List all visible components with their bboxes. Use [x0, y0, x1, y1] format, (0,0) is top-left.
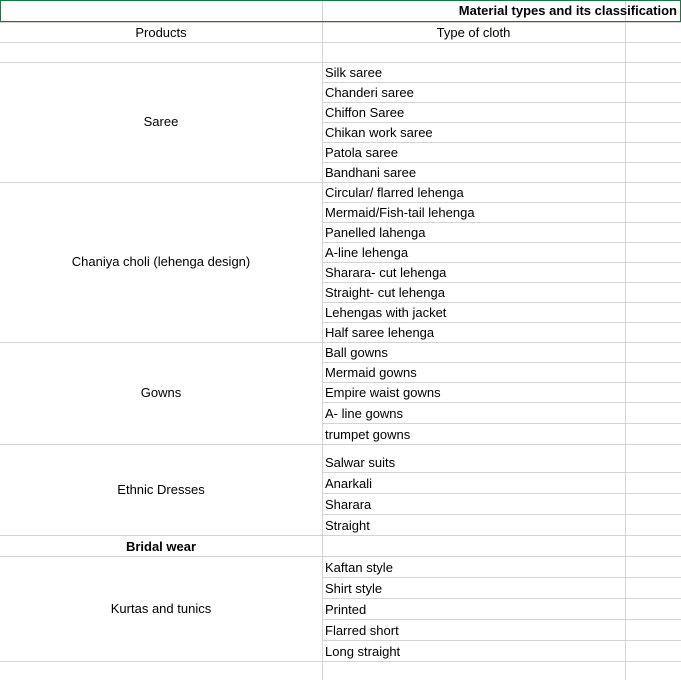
cloth-item: Straight- cut lehenga — [325, 285, 445, 300]
cloth-item: Bandhani saree — [325, 165, 417, 180]
cloth-item: Sharara- cut lehenga — [325, 265, 447, 280]
row-divider — [322, 640, 681, 641]
row-divider — [322, 472, 681, 473]
row-divider — [322, 493, 681, 494]
product-bridal-wear: Bridal wear — [125, 539, 197, 554]
row-divider — [322, 282, 681, 283]
row-divider — [0, 661, 681, 662]
cloth-item: Salwar suits — [325, 455, 396, 470]
row-divider — [0, 42, 681, 43]
cloth-item: Chiffon Saree — [325, 105, 405, 120]
row-divider — [322, 382, 681, 383]
row-divider — [0, 182, 681, 183]
cloth-item: Mermaid gowns — [325, 365, 417, 380]
cloth-item: Lehengas with jacket — [325, 305, 447, 320]
header-products: Products — [135, 25, 187, 40]
row-divider — [322, 514, 681, 515]
row-divider — [0, 342, 681, 343]
cloth-item: Panelled lahenga — [325, 225, 426, 240]
cloth-item: Silk saree — [325, 65, 383, 80]
product-saree: Saree — [143, 114, 179, 129]
row-divider — [322, 102, 681, 103]
cloth-item: Chanderi saree — [325, 85, 414, 100]
cloth-item: trumpet gowns — [325, 427, 411, 442]
cloth-item: A-line lehenga — [325, 245, 409, 260]
row-divider — [322, 619, 681, 620]
product-chaniya-choli: Chaniya choli (lehenga design) — [71, 254, 251, 269]
cloth-item: Sharara — [325, 497, 372, 512]
row-divider — [322, 202, 681, 203]
cloth-item: Circular/ flarred lehenga — [325, 185, 464, 200]
cloth-item: Empire waist gowns — [325, 385, 441, 400]
row-divider — [322, 142, 681, 143]
cloth-item: Patola saree — [325, 145, 398, 160]
cloth-item: Half saree lehenga — [325, 325, 435, 340]
cloth-item: Kaftan style — [325, 560, 393, 575]
row-divider — [322, 222, 681, 223]
cloth-item: Flarred short — [325, 623, 399, 638]
row-divider — [322, 122, 681, 123]
row-divider — [322, 82, 681, 83]
row-divider — [322, 577, 681, 578]
product-ethnic-dresses: Ethnic Dresses — [117, 482, 205, 497]
row-divider — [0, 444, 681, 445]
row-divider — [0, 22, 681, 23]
row-divider — [322, 162, 681, 163]
row-divider — [322, 598, 681, 599]
cloth-item: Printed — [325, 602, 367, 617]
cloth-item: Straight — [325, 518, 370, 533]
row-divider — [322, 423, 681, 424]
row-divider — [322, 402, 681, 403]
row-divider — [322, 262, 681, 263]
product-kurtas-and-tunics: Kurtas and tunics — [110, 601, 212, 616]
cloth-item: Shirt style — [325, 581, 383, 596]
row-divider — [322, 362, 681, 363]
row-divider — [322, 322, 681, 323]
cloth-item: A- line gowns — [325, 406, 404, 421]
header-type-of-cloth: Type of cloth — [436, 25, 511, 40]
cloth-item: Anarkali — [325, 476, 372, 491]
cloth-item: Chikan work saree — [325, 125, 433, 140]
row-divider — [0, 535, 681, 536]
sheet-title: Material types and its classification — [458, 3, 677, 18]
cloth-item: Ball gowns — [325, 345, 388, 360]
cloth-item: Long straight — [325, 644, 401, 659]
row-divider — [322, 302, 681, 303]
cloth-item: Mermaid/Fish-tail lehenga — [325, 205, 475, 220]
row-divider — [322, 242, 681, 243]
row-divider — [0, 62, 681, 63]
row-divider — [0, 556, 681, 557]
product-gowns: Gowns — [140, 385, 182, 400]
